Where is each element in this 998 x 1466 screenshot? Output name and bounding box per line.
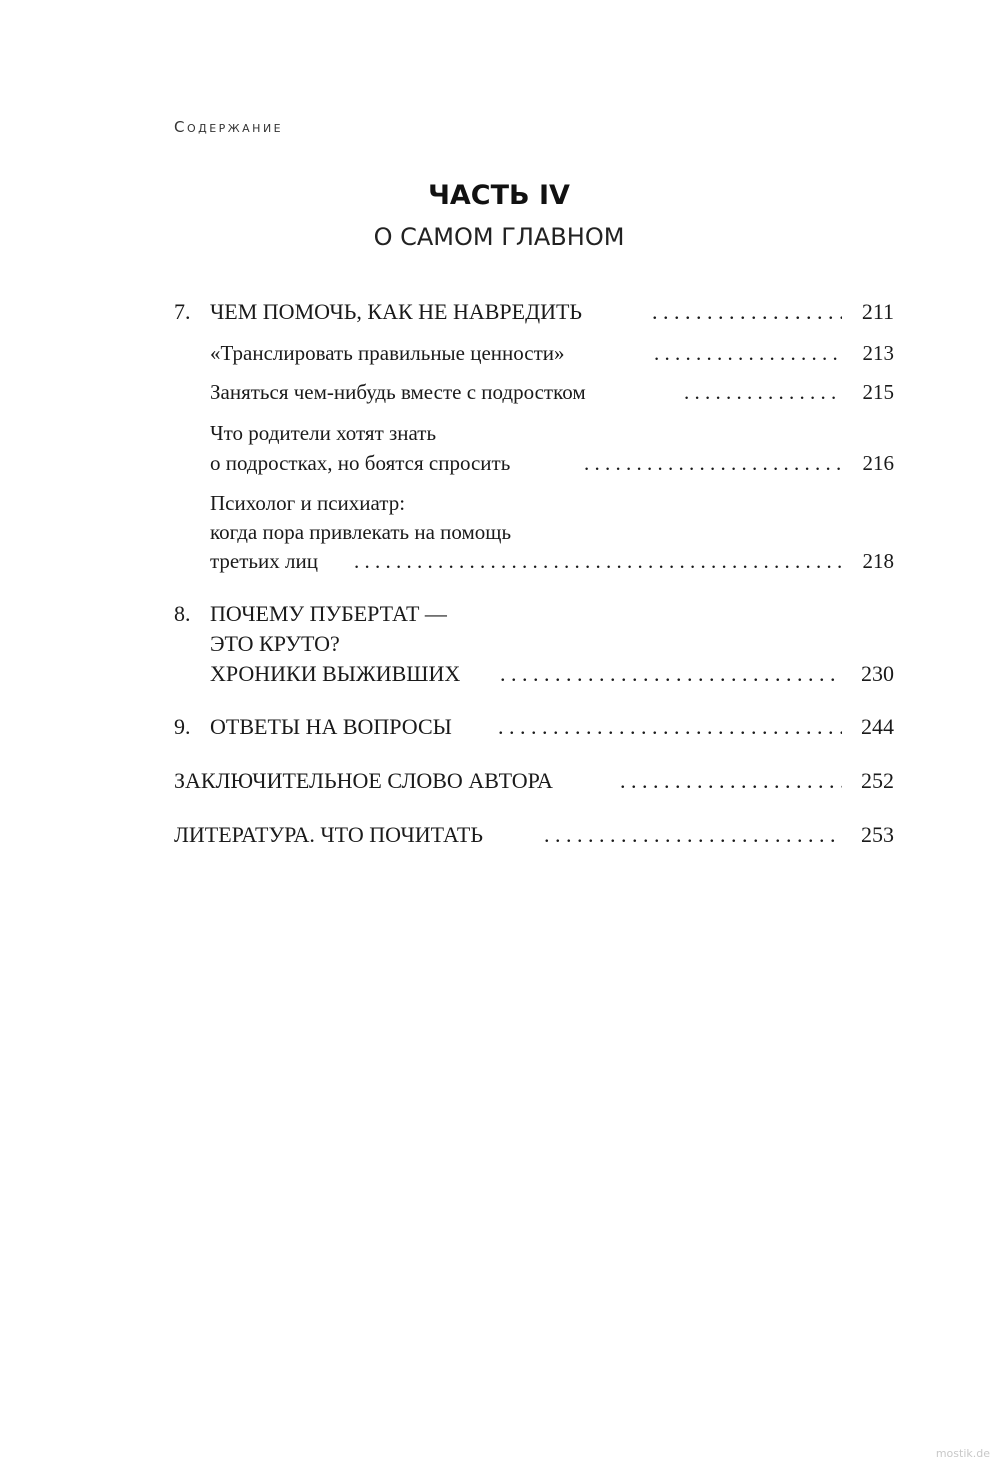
dot-leader: [354, 545, 842, 577]
dot-leader: [652, 296, 842, 328]
toc-entry-title: о подростках, но боятся спросить: [210, 451, 511, 475]
chapter-number: 8.: [174, 601, 191, 626]
page-number: 244: [861, 714, 894, 739]
toc-entry-literature[interactable]: [174, 819, 894, 851]
toc-entry-chapter-8-line[interactable]: [174, 628, 894, 660]
toc-entry-chapter-8[interactable]: [174, 658, 894, 690]
dot-leader: [684, 376, 842, 408]
dot-leader: [544, 819, 842, 851]
toc-entry-title: третьих лиц: [210, 549, 318, 573]
page-number: 218: [862, 549, 894, 573]
dot-leader: [500, 658, 842, 690]
toc-entry-chapter-9[interactable]: [174, 711, 894, 743]
toc-entry-title: ХРОНИКИ ВЫЖИВШИХ: [210, 661, 461, 686]
part-number: ЧАСТЬ IV: [428, 180, 570, 211]
toc-entry-title: ОТВЕТЫ НА ВОПРОСЫ: [210, 714, 452, 739]
toc-entry-section-line[interactable]: [174, 516, 894, 548]
toc-entry-title: ЛИТЕРАТУРА. ЧТО ПОЧИТАТЬ: [174, 822, 483, 847]
toc-entry-title: Психолог и психиатр:: [210, 491, 406, 515]
toc-entry-section[interactable]: [174, 376, 894, 408]
toc-entry-title: Заняться чем-нибудь вместе с подростком: [210, 380, 586, 404]
toc-entry-title: ЧЕМ ПОМОЧЬ, КАК НЕ НАВРЕДИТЬ: [210, 299, 583, 324]
toc-entry-title: ЗАКЛЮЧИТЕЛЬНОЕ СЛОВО АВТОРА: [174, 768, 553, 793]
dot-leader: [620, 765, 842, 797]
dot-leader: [654, 337, 842, 369]
dot-leader: [498, 711, 842, 743]
toc-entry-section-line[interactable]: [174, 417, 894, 449]
page-number: 213: [862, 341, 894, 365]
toc-entry-title: когда пора привлекать на помощь: [210, 520, 512, 544]
running-head: Содержание: [174, 118, 284, 136]
page-number: 215: [862, 380, 894, 404]
toc-entry-chapter-8-line[interactable]: [174, 598, 894, 630]
toc-entry-title: «Транслировать правильные ценности»: [210, 341, 565, 365]
page-number: 252: [861, 768, 894, 793]
page-number: 211: [861, 299, 894, 324]
toc-entry-title: ПОЧЕМУ ПУБЕРТАТ —: [210, 601, 447, 626]
page-number: 253: [861, 822, 894, 847]
dot-leader: [584, 447, 842, 479]
page-number: 216: [862, 451, 894, 475]
watermark: mostik.de: [935, 1447, 990, 1460]
chapter-number: 9.: [174, 714, 191, 739]
toc-entry-section-line[interactable]: [174, 487, 894, 519]
page-number: 230: [861, 661, 894, 686]
toc-entry-title: ЭТО КРУТО?: [210, 631, 340, 656]
toc-entry-section[interactable]: [174, 545, 894, 577]
toc-entry-section[interactable]: [174, 337, 894, 369]
toc-entry-chapter-7[interactable]: [174, 296, 894, 328]
toc-entry-title: Что родители хотят знать: [210, 421, 437, 445]
toc-entry-section[interactable]: [174, 447, 894, 479]
chapter-number: 7.: [174, 299, 191, 324]
part-title: О САМОМ ГЛАВНОМ: [373, 223, 625, 251]
toc-entry-afterword[interactable]: [174, 765, 894, 797]
